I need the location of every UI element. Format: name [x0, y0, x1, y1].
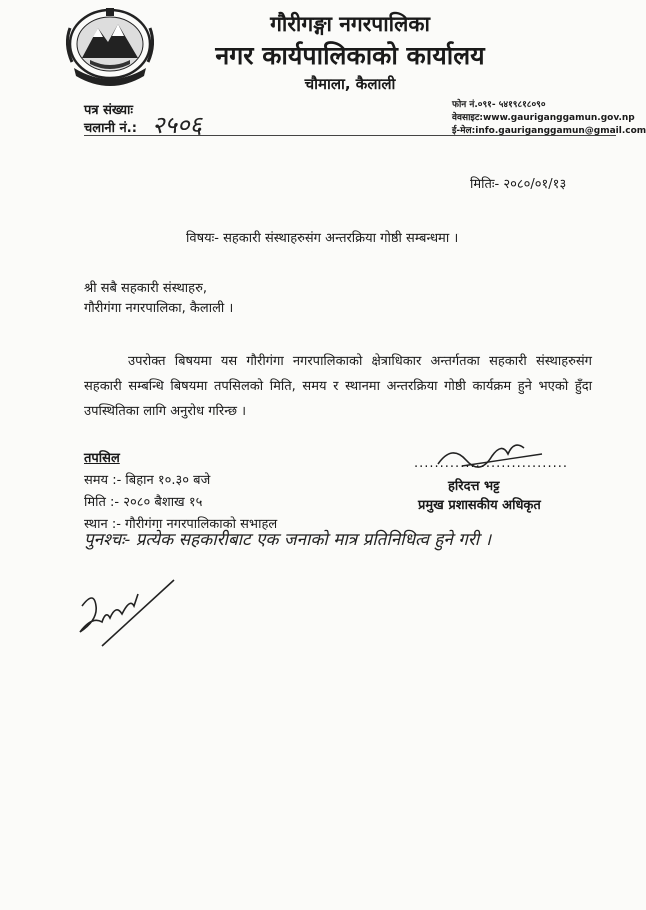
letter-number-label: पत्र संख्याः — [84, 103, 134, 118]
details-time: समय :- बिहान १०.३० बजे — [84, 473, 211, 488]
details-date: मिति :- २०८० बैशाख १५ — [84, 495, 203, 510]
signatory-name: हरिदत्त भट्ट — [448, 479, 500, 494]
handwritten-signature — [72, 576, 182, 648]
signatory-title: प्रमुख प्रशासकीय अधिकृत — [418, 498, 541, 513]
details-venue: स्थान :- गौरीगंगा नगरपालिकाको सभाहल — [84, 517, 278, 532]
contact-phone: फोन नं.०९१- ५४१९८१८०९० — [452, 100, 546, 110]
addressee-line-2: गौरीगंगा नगरपालिका, कैलाली । — [84, 301, 234, 316]
letter-body — [84, 349, 592, 424]
contact-email: ई-मेल:info.gauriganggamun@gmail.com — [452, 126, 646, 136]
contact-website: वेवसाइट:www.gauriganggamun.gov.np — [452, 113, 635, 123]
municipality-name: गौरीगङ्गा नगरपालिका — [270, 12, 430, 36]
addressee-line-1: श्री सबै सहकारी संस्थाहरु, — [84, 281, 207, 296]
office-name: नगर कार्यपालिकाको कार्यालय — [215, 41, 485, 70]
letter-date: मितिः- २०८०/०१/१३ — [470, 177, 567, 192]
signature-line: .............................. — [414, 456, 568, 471]
handwritten-postscript: पुनश्चः- प्रत्येक सहकारीबाट एक जनाको मात्र प्रतिनिधित्व हुने गरी । — [84, 530, 492, 550]
nepal-emblem-logo — [60, 6, 160, 88]
letter-subject: विषयः- सहकारी संस्थाहरुसंग अन्तरक्रिया गोष्ठी सम्बन्धमा । — [186, 231, 459, 246]
header-divider — [84, 135, 616, 136]
details-heading: तपसिल — [84, 451, 120, 466]
letter-body-text: उपरोक्त बिषयमा यस गौरीगंगा नगरपालिकाको क्षेत्राधिकार अन्तर्गतका सहकारी संस्थाहरुसंग सहकारी सम्बन्धि बिषयमा तपसिलको मिति, समय र स्थानमा अन्तरक्रिया गोष्ठी कार्यक्रम हुने भएको हुँदा उपस्थितिका लागि अनुरोध गरिन्छ । — [84, 354, 592, 419]
dispatch-number-handwritten: २५०६ — [152, 111, 202, 139]
office-location: चौमाला, कैलाली — [304, 75, 396, 93]
dispatch-number-label: चलानी नं.: — [84, 121, 137, 136]
